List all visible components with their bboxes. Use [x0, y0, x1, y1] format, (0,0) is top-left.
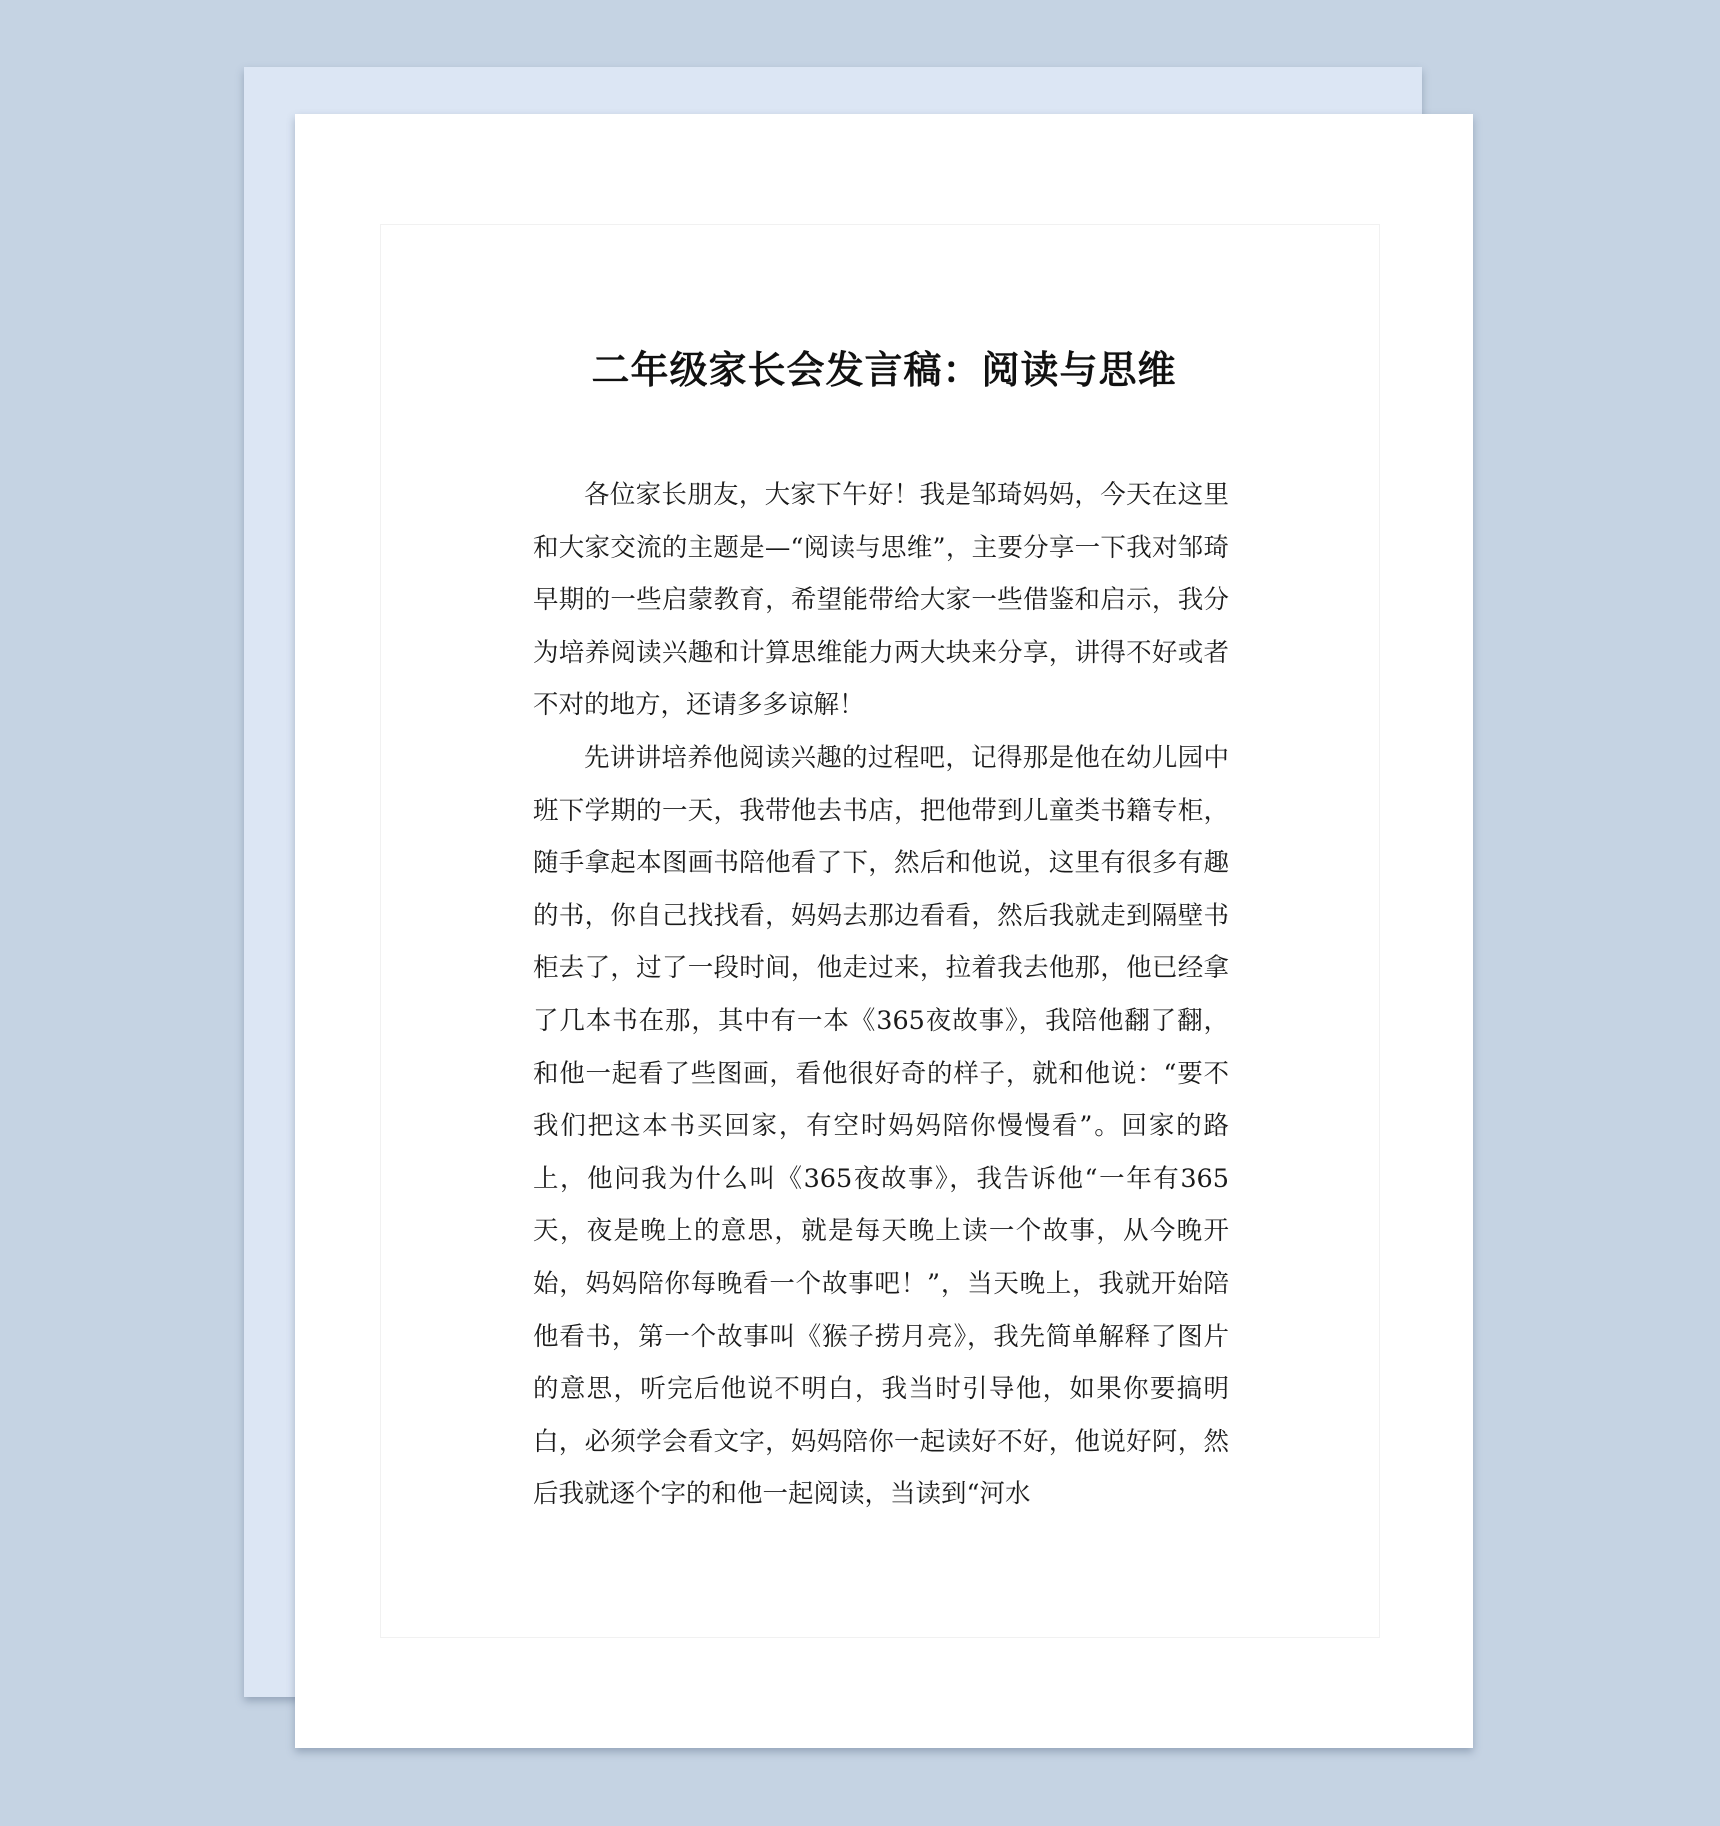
- document-body: [533, 469, 1229, 1521]
- document-title: 二年级家长会发言稿：阅读与思维: [591, 347, 1177, 392]
- paragraph-reading-interest: 先讲讲培养他阅读兴趣的过程吧，记得那是他在幼儿园中班下学期的一天，我带他去书店，把他带到儿童类书籍专柜，随手拿起本图画书陪他看了下，然后和他说，这里有很多有趣的书，你自己找找看，妈妈去那边看看，然后我就走到隔壁书柜去了，过了一段时间，他走过来，拉着我去他那，他已经拿了几本书在那，其中有一本《365夜故事》，我陪他翻了翻，和他一起看了些图画，看他很好奇的样子，就和他说：“要不我们把这本书买回家，有空时妈妈陪你慢慢看”。回家的路上，他问我为什么叫《365夜故事》，我告诉他“一年有365天，夜是晚上的意思，就是每天晚上读一个故事，从今晚开始，妈妈陪你每晚看一个故事吧！”，当天晚上，我就开始陪他看书，第一个故事叫《猴子捞月亮》，我先简单解释了图片的意思，听完后他说不明白，我当时引导他，如果你要搞明白，必须学会看文字，妈妈陪你一起读好不好，他说好阿，然后我就逐个字的和他一起阅读，当读到“河水: [533, 742, 1229, 1510]
- paragraph-greeting: 各位家长朋友，大家下午好！我是邹琦妈妈，今天在这里和大家交流的主题是—“阅读与思维”，主要分享一下我对邹琦早期的一些启蒙教育，希望能带给大家一些借鉴和启示，我分为培养阅读兴趣和计算思维能力两大块来分享，讲得不好或者不对的地方，还请多多谅解！: [533, 480, 1229, 721]
- document-page: [295, 114, 1473, 1748]
